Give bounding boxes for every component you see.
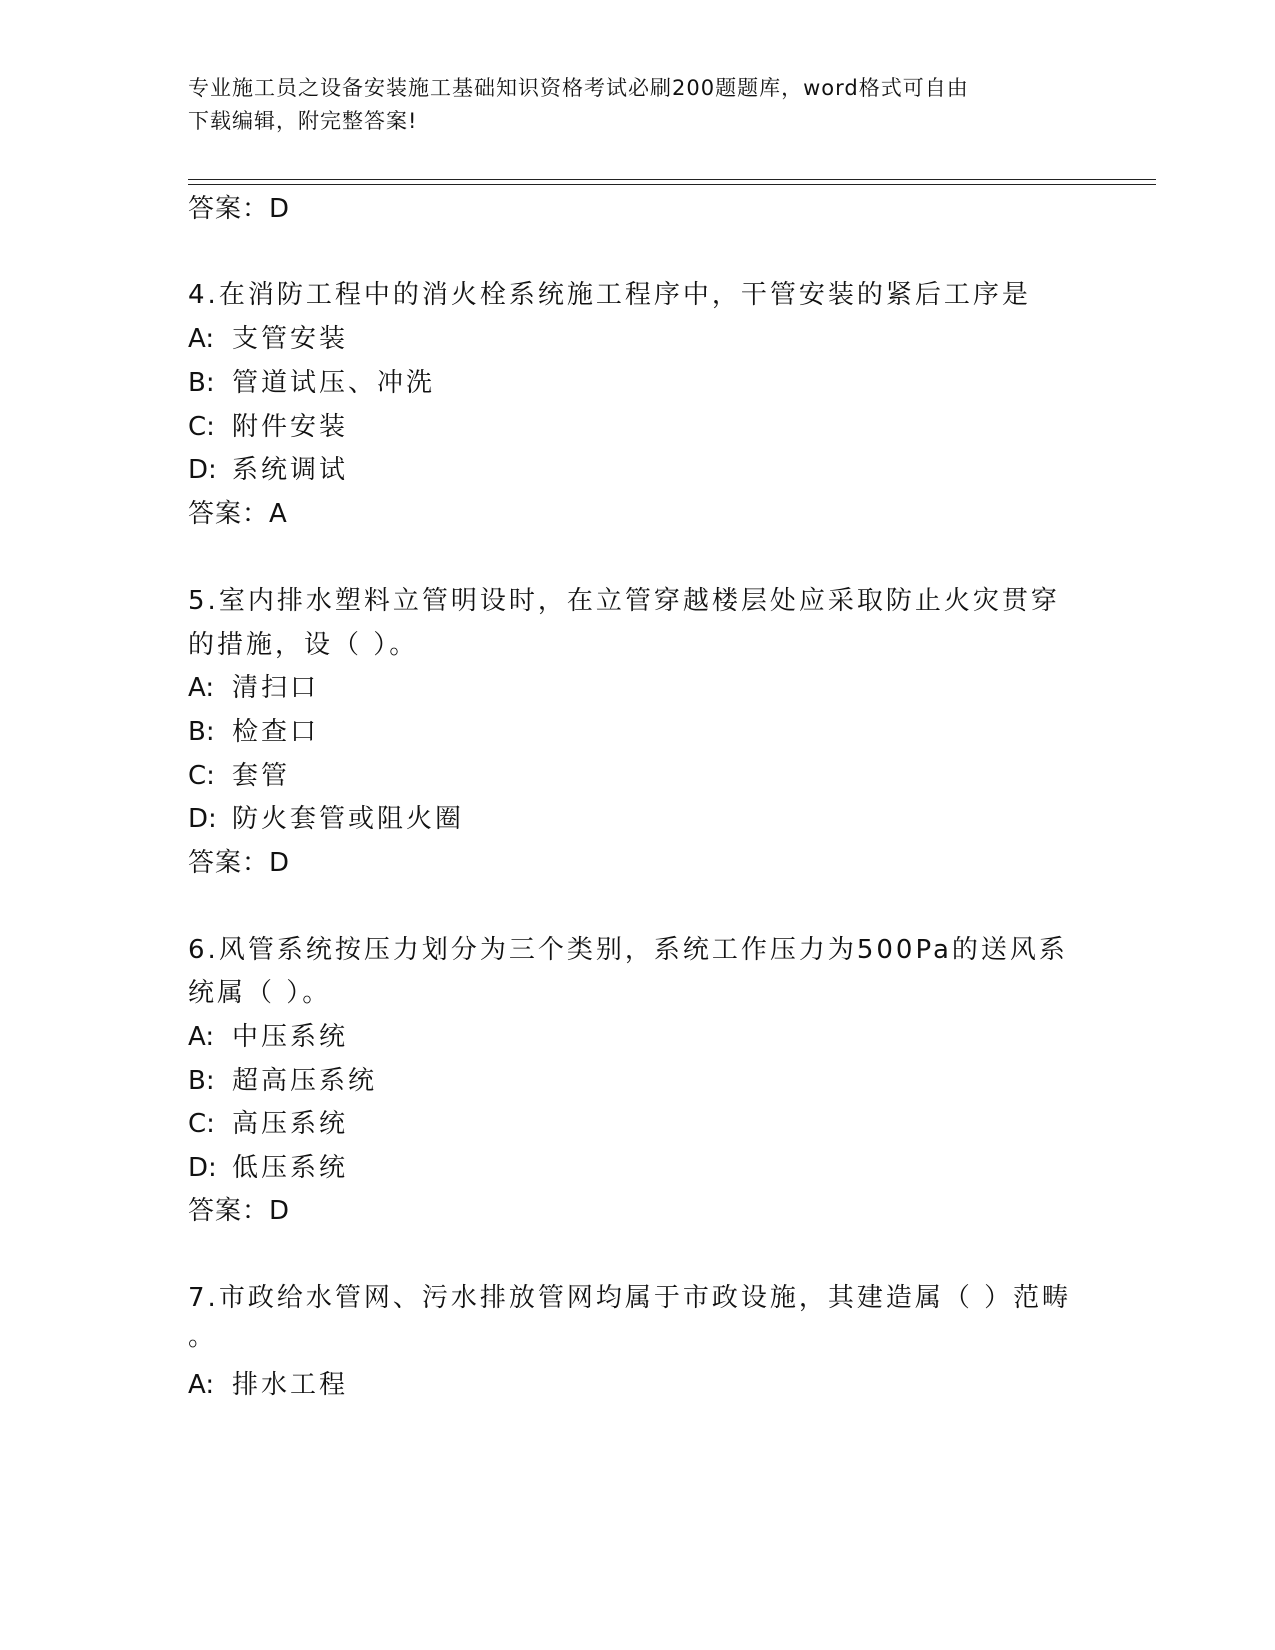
option-text: 系统调试	[232, 455, 349, 485]
question-text-line: 室内排水塑料立管明设时，在立管穿越楼层处应采取防止火灾贯穿	[218, 586, 1060, 616]
question-4-option-b	[188, 366, 435, 400]
question-6-option-a	[188, 1020, 348, 1054]
header-divider-double	[188, 184, 1156, 185]
answer-value: D	[269, 194, 291, 224]
question-6-text	[188, 933, 1068, 967]
question-text-line: 风管系统按压力划分为三个类别，系统工作压力为500Pa的送风系	[218, 935, 1068, 965]
answer-q3	[188, 192, 290, 226]
answer-value: D	[269, 848, 291, 878]
option-letter: D:	[188, 455, 217, 485]
question-4-option-a	[188, 322, 348, 356]
option-letter: A:	[188, 1022, 215, 1052]
option-text: 超高压系统	[232, 1066, 378, 1096]
answer-value: A	[269, 499, 288, 529]
question-number: 6.	[188, 935, 219, 965]
answer-q5	[188, 846, 290, 880]
question-5-text	[188, 584, 1060, 618]
question-number: 7.	[188, 1283, 219, 1313]
question-4-text	[188, 278, 1031, 312]
answer-value: D	[269, 1196, 291, 1226]
option-letter: C:	[188, 1109, 215, 1139]
answer-q6	[188, 1194, 290, 1228]
question-6-text-cont	[188, 976, 331, 1010]
option-letter: C:	[188, 761, 215, 791]
question-5-option-b	[188, 715, 319, 749]
question-5-text-cont	[188, 628, 418, 662]
question-7-text-cont	[188, 1320, 217, 1354]
question-text-line: 的措施，设（ ）。	[188, 630, 419, 660]
option-letter: B:	[188, 1066, 215, 1096]
option-text: 高压系统	[232, 1109, 349, 1139]
question-number: 5.	[188, 586, 219, 616]
question-text-line: 在消防工程中的消火栓系统施工程序中，干管安装的紧后工序是	[218, 280, 1031, 310]
question-5-option-c	[188, 759, 290, 793]
question-text-line: 。	[188, 1322, 218, 1352]
header-title-line-2: 下载编辑，附完整答案!	[188, 109, 418, 133]
option-letter: B:	[188, 368, 215, 398]
header-title-line-1: 专业施工员之设备安装施工基础知识资格考试必刷200题题库，word格式可自由	[188, 76, 969, 100]
question-4-option-c	[188, 410, 348, 444]
option-letter: B:	[188, 717, 215, 747]
header-divider	[188, 179, 1156, 180]
option-text: 管道试压、冲洗	[232, 368, 436, 398]
answer-label: 答案：	[188, 1196, 270, 1226]
question-6-option-c	[188, 1107, 348, 1141]
option-letter: D:	[188, 1153, 217, 1183]
question-5-option-d	[188, 802, 464, 836]
question-6-option-b	[188, 1064, 377, 1098]
option-letter: A:	[188, 324, 215, 354]
option-letter: C:	[188, 412, 215, 442]
option-text: 排水工程	[232, 1370, 349, 1400]
option-text: 低压系统	[232, 1153, 349, 1183]
answer-q4	[188, 497, 288, 531]
option-text: 清扫口	[232, 673, 320, 703]
option-letter: A:	[188, 673, 215, 703]
question-5-option-a	[188, 671, 319, 705]
question-4-option-d	[188, 453, 348, 487]
answer-label: 答案：	[188, 499, 270, 529]
option-text: 附件安装	[232, 412, 349, 442]
option-text: 套管	[232, 761, 291, 791]
option-letter: D:	[188, 804, 217, 834]
document-header	[188, 72, 1068, 138]
option-text: 防火套管或阻火圈	[232, 804, 465, 834]
option-text: 中压系统	[232, 1022, 349, 1052]
option-text: 支管安装	[232, 324, 349, 354]
answer-label: 答案：	[188, 848, 270, 878]
question-7-option-a	[188, 1368, 348, 1402]
question-number: 4.	[188, 280, 219, 310]
answer-label: 答案：	[188, 194, 270, 224]
option-letter: A:	[188, 1370, 215, 1400]
question-7-text	[188, 1281, 1071, 1315]
option-text: 检查口	[232, 717, 320, 747]
question-text-line: 统属（ ）。	[188, 978, 332, 1008]
question-6-option-d	[188, 1151, 348, 1185]
question-text-line: 市政给水管网、污水排放管网均属于市政设施，其建造属（ ）范畴	[218, 1283, 1072, 1313]
